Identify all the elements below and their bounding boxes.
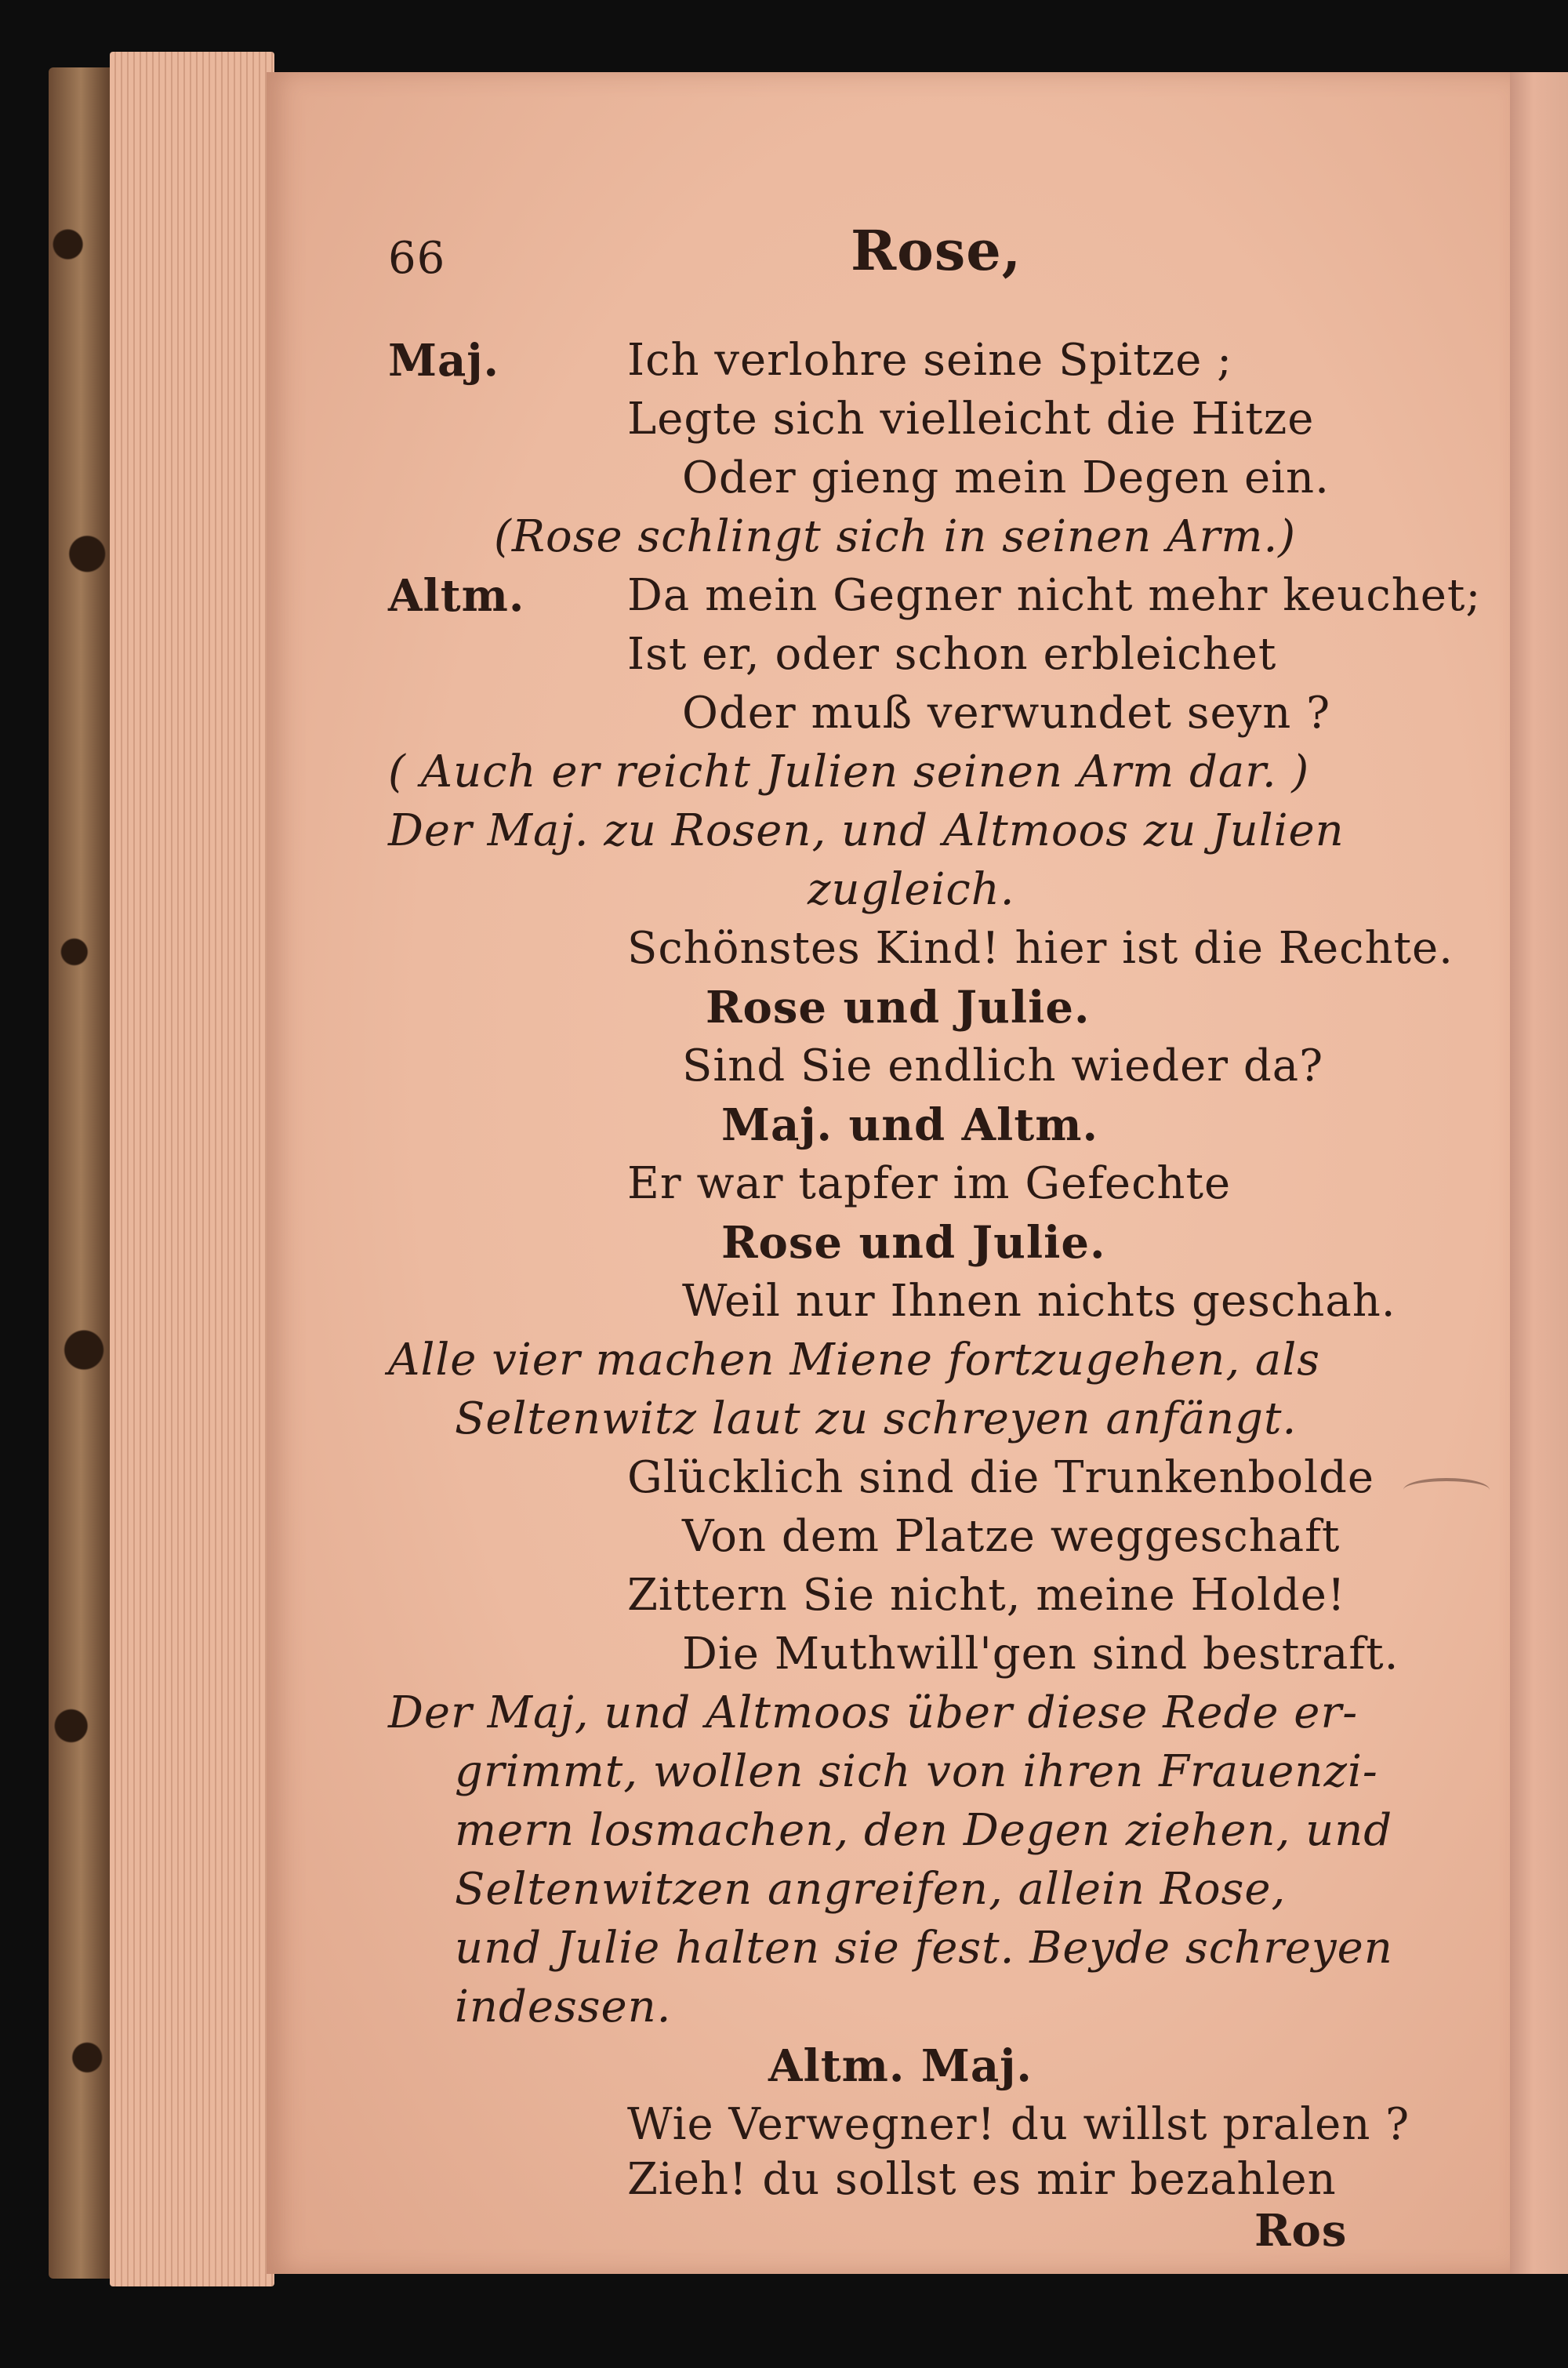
speaker-label: Altm. xyxy=(388,570,525,622)
facing-page-edge xyxy=(1510,72,1568,2274)
stage-direction: zugleich. xyxy=(808,864,1015,915)
speaker-label: Maj. und Altm. xyxy=(721,1099,1098,1151)
stage-direction: Seltenwitz laut zu schreyen anfängt. xyxy=(455,1393,1298,1444)
verse-line: Ich verlohre seine Spitze ; xyxy=(627,335,1233,386)
verse-line: Glücklich sind die Trunkenbolde xyxy=(627,1452,1374,1503)
stage-direction: und Julie halten sie fest. Beyde schreyen xyxy=(455,1923,1393,1974)
verse-line: Ist er, oder schon erbleichet xyxy=(627,629,1277,680)
verse-line: Legte sich vielleicht die Hitze xyxy=(627,394,1315,445)
verse-line: Zieh! du sollst es mir bezahlen xyxy=(627,2154,1337,2205)
stage-direction: Alle vier machen Miene fortzugehen, als xyxy=(388,1335,1320,1386)
stage-direction: Der Maj, und Altmoos über diese Rede er- xyxy=(388,1687,1359,1738)
verse-line: Weil nur Ihnen nichts geschah. xyxy=(682,1276,1396,1327)
verse-line: Wie Verwegner! du willst pralen ? xyxy=(627,2099,1410,2150)
page-edges xyxy=(110,52,274,2286)
page-number: 66 xyxy=(388,233,446,284)
speaker-label: Maj. xyxy=(388,335,500,387)
stage-direction: indessen. xyxy=(455,1981,672,2032)
paper-mark xyxy=(1403,1478,1490,1502)
speaker-label: Rose und Julie. xyxy=(721,1217,1106,1269)
speaker-label: Rose und Julie. xyxy=(706,982,1091,1033)
stage-direction: (Rose schlingt sich in seinen Arm.) xyxy=(494,511,1297,562)
verse-line: Zittern Sie nicht, meine Holde! xyxy=(627,1570,1346,1621)
stage-direction: grimmt, wollen sich von ihren Frauenzi- xyxy=(455,1746,1378,1797)
catchword: Ros xyxy=(1254,2205,1348,2257)
stage-direction: Seltenwitzen angreifen, allein Rose, xyxy=(455,1864,1287,1915)
verse-line: Sind Sie endlich wieder da? xyxy=(682,1041,1324,1091)
stage-direction: mern losmachen, den Degen ziehen, und xyxy=(455,1805,1393,1856)
stage-direction: Der Maj. zu Rosen, und Altmoos zu Julien xyxy=(388,805,1345,856)
verse-line: Oder muß verwundet seyn ? xyxy=(682,688,1331,739)
verse-line: Schönstes Kind! hier ist die Rechte. xyxy=(627,923,1454,974)
book-cover-edge xyxy=(49,67,113,2279)
verse-line: Von dem Platze weggeschaft xyxy=(682,1511,1341,1562)
speaker-label: Altm. Maj. xyxy=(768,2040,1033,2092)
running-head: Rose, xyxy=(851,218,1022,283)
stage-direction: ( Auch er reicht Julien seinen Arm dar. ) xyxy=(388,746,1310,797)
verse-line: Er war tapfer im Gefechte xyxy=(627,1158,1232,1209)
verse-line: Oder gieng mein Degen ein. xyxy=(682,452,1330,503)
verse-line: Die Muthwill'gen sind bestraft. xyxy=(682,1629,1399,1680)
verse-line: Da mein Gegner nicht mehr keuchet; xyxy=(627,570,1482,621)
